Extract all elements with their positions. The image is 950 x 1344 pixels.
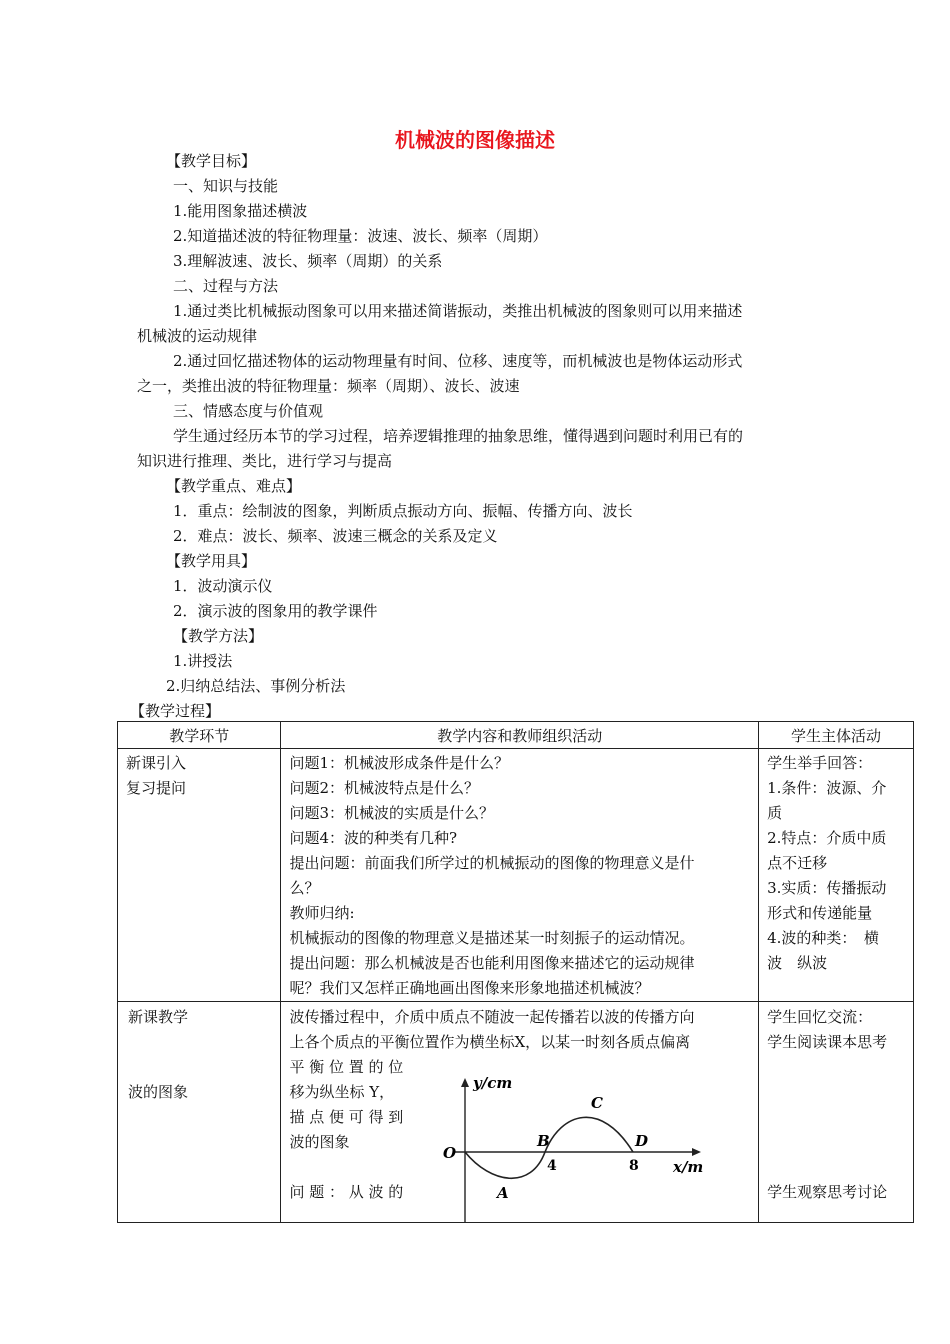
- content-line: 机械振动的图像的物理意义是描述某一时刻振子的运动情况。: [289, 929, 695, 947]
- student-line: 学生阅读课本思考: [767, 1033, 888, 1051]
- knowledge-item-2: 2.知道描述波的特征物理量：波速、波长、频率（周期）: [173, 227, 548, 245]
- student-line: 形式和传递能量: [767, 904, 873, 922]
- origin-label: O: [443, 1144, 457, 1162]
- content-line: 么？: [289, 879, 320, 897]
- student-line: 学生举手回答：: [767, 754, 873, 772]
- method-item-2: 2.归纳总结法、事例分析法: [166, 677, 346, 695]
- stage-cell: [118, 749, 281, 1002]
- x-axis-label: x/m: [673, 1158, 704, 1176]
- key-point-1: 1．重点：绘制波的图象，判断质点振动方向、振幅、传播方向、波长: [173, 502, 633, 520]
- content-line: 问 题 ： 从 波 的: [289, 1183, 404, 1201]
- process-heading: 【教学过程】: [130, 702, 221, 720]
- table-row: [118, 1002, 914, 1223]
- student-line: 学生回忆交流：: [767, 1008, 873, 1026]
- stage-text: 复习提问: [126, 779, 187, 797]
- student-line: 点不迁移: [767, 854, 828, 872]
- header-student: 学生主体活动: [759, 722, 914, 749]
- student-line: 波 纵波: [767, 954, 828, 972]
- stage-text: 波的图象: [128, 1083, 189, 1101]
- content-line: 问题1：机械波形成条件是什么？: [289, 754, 509, 772]
- content-line: 移为纵坐标 Y，: [289, 1083, 395, 1101]
- table-header-row: [118, 722, 914, 749]
- key-points-heading: 【教学重点、难点】: [166, 477, 302, 495]
- content-line: 波传播过程中，介质中质点不随波一起传播若以波的传播方向: [289, 1008, 695, 1026]
- header-stage: 教学环节: [118, 722, 281, 749]
- content-cell: [281, 749, 759, 1002]
- content-line: 波的图象: [289, 1133, 350, 1151]
- content-line: 问题4：波的种类有几种?: [289, 829, 458, 847]
- header-content: 教学内容和教师组织活动: [281, 722, 759, 749]
- content-cell: [281, 1002, 759, 1223]
- tools-heading: 【教学用具】: [166, 552, 257, 570]
- emotion-heading: 三、情感态度与价值观: [173, 402, 324, 420]
- content-line: 问题2：机械波特点是什么？: [289, 779, 479, 797]
- point-d-label: D: [635, 1132, 649, 1150]
- student-line: 3.实质：传播振动: [767, 879, 887, 897]
- content-line: 上各个质点的平衡位置作为横坐标X，以某一时刻各质点偏离: [289, 1033, 691, 1051]
- student-line: 质: [767, 804, 783, 822]
- wave-graph: [431, 1072, 721, 1222]
- content-line: 教师归纳:: [289, 904, 355, 922]
- student-line: 4.波的种类： 横: [767, 929, 879, 947]
- point-a-label: A: [497, 1184, 510, 1202]
- process-item-1-line-1: 1.通过类比机械振动图象可以用来描述简谐振动，类推出机械波的图象则可以用来描述: [173, 302, 743, 320]
- emotion-item-line-2: 知识进行推理、类比，进行学习与提高: [137, 452, 393, 470]
- content-line: 呢？我们又怎样正确地画出图像来形象地描述机械波？: [289, 979, 650, 997]
- process-method-heading: 二、过程与方法: [173, 277, 279, 295]
- student-line: 1.条件：波源、介: [767, 779, 887, 797]
- point-b-label: B: [537, 1132, 551, 1150]
- methods-heading: 【教学方法】: [173, 627, 264, 645]
- student-line: 2.特点：介质中质: [767, 829, 887, 847]
- objectives-heading: 【教学目标】: [166, 152, 257, 170]
- x-axis-arrow: [692, 1148, 701, 1156]
- tick-label-4: 4: [547, 1158, 558, 1174]
- content-line: 平 衡 位 置 的 位: [289, 1058, 404, 1076]
- teaching-process-table: [117, 721, 914, 1223]
- tool-item-1: 1．波动演示仪: [173, 577, 273, 595]
- stage-text: 新课引入: [126, 754, 187, 772]
- page-title: 机械波的图像描述: [395, 128, 555, 152]
- process-item-2-line-1: 2.通过回忆描述物体的运动物理量有时间、位移、速度等，而机械波也是物体运动形式: [173, 352, 743, 370]
- content-line: 问题3：机械波的实质是什么？: [289, 804, 494, 822]
- table-row: [118, 749, 914, 1002]
- student-cell: [759, 1002, 914, 1223]
- tool-item-2: 2．演示波的图象用的教学课件: [173, 602, 378, 620]
- knowledge-item-1: 1.能用图象描述横波: [173, 202, 308, 220]
- emotion-item-line-1: 学生通过经历本节的学习过程，培养逻辑推理的抽象思维，懂得遇到问题时利用已有的: [173, 427, 744, 445]
- content-line: 描 点 便 可 得 到: [289, 1108, 404, 1126]
- content-line: 提出问题：前面我们所学过的机械振动的图像的物理意义是什: [289, 854, 695, 872]
- method-item-1: 1.讲授法: [173, 652, 233, 670]
- process-item-1-line-2: 机械波的运动规律: [137, 327, 258, 345]
- stage-cell: [118, 1002, 281, 1223]
- student-line: 学生观察思考讨论: [767, 1183, 888, 1201]
- y-axis-arrow: [461, 1078, 469, 1087]
- knowledge-item-3: 3.理解波速、波长、频率（周期）的关系: [173, 252, 443, 270]
- tick-label-8: 8: [629, 1158, 640, 1174]
- knowledge-heading: 一、知识与技能: [173, 177, 279, 195]
- stage-text: 新课教学: [128, 1008, 189, 1026]
- content-line: 提出问题：那么机械波是否也能利用图像来描述它的运动规律: [289, 954, 695, 972]
- process-item-2-line-2: 之一，类推出波的特征物理量：频率（周期）、波长、波速: [137, 377, 520, 395]
- y-axis-label: y/cm: [473, 1074, 513, 1092]
- point-c-label: C: [591, 1094, 604, 1112]
- key-point-2: 2．难点：波长、频率、波速三概念的关系及定义: [173, 527, 498, 545]
- student-cell: [759, 749, 914, 1002]
